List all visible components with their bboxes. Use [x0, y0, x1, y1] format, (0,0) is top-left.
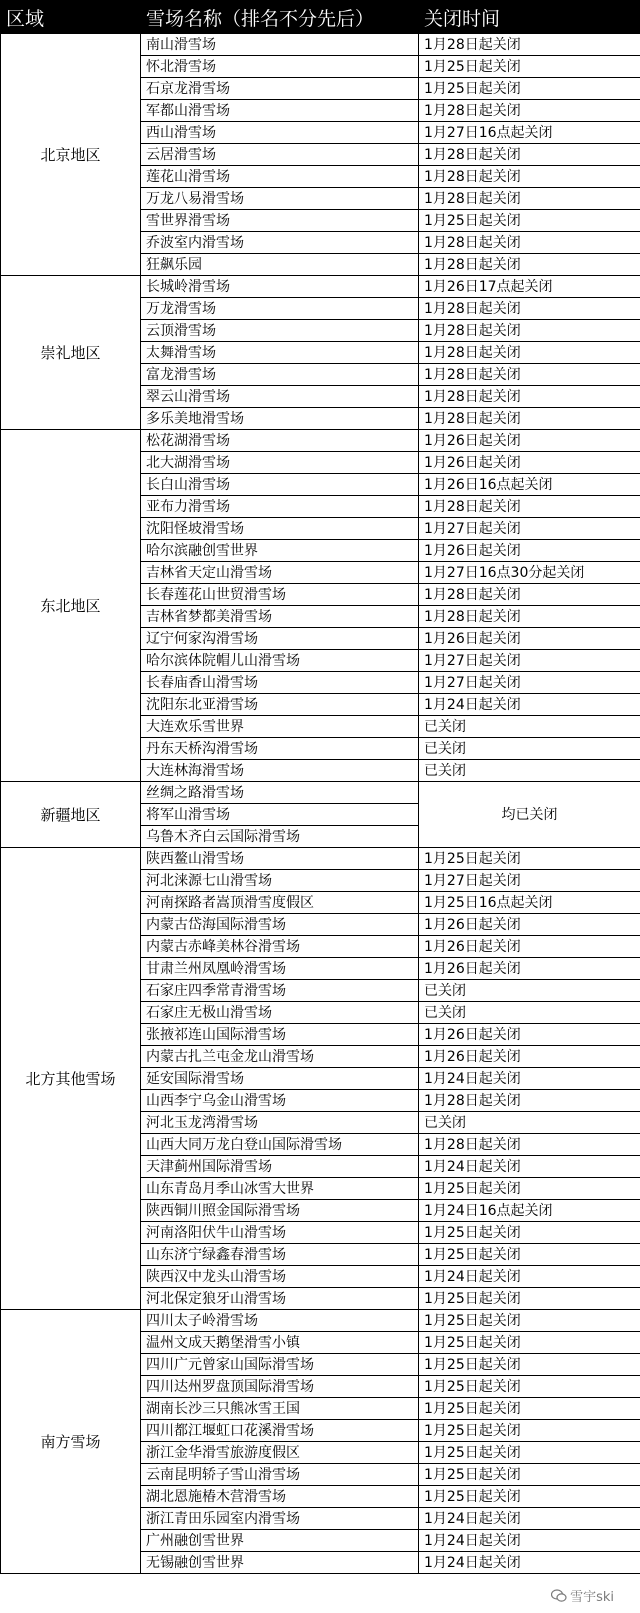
- resort-name-cell: 甘肃兰州凤凰岭滑雪场: [141, 958, 419, 980]
- closing-time-cell: 1月28日起关闭: [419, 386, 640, 408]
- watermark-text: 雪宇ski: [570, 1590, 614, 1605]
- closing-time-cell: 1月27日16点起关闭: [419, 122, 640, 144]
- closing-time-cell: 1月28日起关闭: [419, 254, 640, 276]
- resort-name-cell: 哈尔滨融创雪世界: [141, 540, 419, 562]
- resort-name-cell: 内蒙古岱海国际滑雪场: [141, 914, 419, 936]
- closing-time-cell: 1月25日起关闭: [419, 1354, 640, 1376]
- closing-time-cell: 1月27日起关闭: [419, 870, 640, 892]
- closing-time-cell: 1月28日起关闭: [419, 188, 640, 210]
- resort-name-cell: 吉林省梦都美滑雪场: [141, 606, 419, 628]
- closing-time-cell: 1月28日起关闭: [419, 34, 640, 56]
- closing-time-cell: 1月25日起关闭: [419, 1310, 640, 1332]
- closing-time-cell: 1月26日起关闭: [419, 936, 640, 958]
- table-row: [1, 276, 640, 298]
- resort-name-cell: 浙江金华滑雪旅游度假区: [141, 1442, 419, 1464]
- closing-time-cell: 1月25日起关闭: [419, 1222, 640, 1244]
- table-row: [1, 782, 640, 804]
- resort-name-cell: 怀北滑雪场: [141, 56, 419, 78]
- resort-name-cell: 湖北恩施椿木营滑雪场: [141, 1486, 419, 1508]
- closing-time-cell: 1月25日起关闭: [419, 1420, 640, 1442]
- header-closing-time: 关闭时间: [419, 1, 640, 34]
- resort-name-cell: 将军山滑雪场: [141, 804, 419, 826]
- resort-name-cell: 长春莲花山世贸滑雪场: [141, 584, 419, 606]
- resort-name-cell: 北大湖滑雪场: [141, 452, 419, 474]
- resort-name-cell: 万龙滑雪场: [141, 298, 419, 320]
- header-row: [1, 1, 640, 34]
- resort-name-cell: 河南探路者嵩顶滑雪度假区: [141, 892, 419, 914]
- closing-time-cell: 1月28日起关闭: [419, 606, 640, 628]
- closing-time-cell: 1月26日起关闭: [419, 628, 640, 650]
- closing-time-cell: 1月28日起关闭: [419, 1090, 640, 1112]
- region-cell: 崇礼地区: [1, 276, 141, 430]
- resort-name-cell: 南山滑雪场: [141, 34, 419, 56]
- resort-name-cell: 云居滑雪场: [141, 144, 419, 166]
- resort-name-cell: 山西李宁乌金山滑雪场: [141, 1090, 419, 1112]
- closing-time-cell: 已关闭: [419, 1002, 640, 1024]
- resort-name-cell: 长城岭滑雪场: [141, 276, 419, 298]
- resort-name-cell: 云南昆明轿子雪山滑雪场: [141, 1464, 419, 1486]
- region-cell: 北京地区: [1, 34, 141, 276]
- closing-time-cell: 1月24日起关闭: [419, 1068, 640, 1090]
- region-cell: 新疆地区: [1, 782, 141, 848]
- closing-time-cell: 1月25日起关闭: [419, 78, 640, 100]
- resort-name-cell: 松花湖滑雪场: [141, 430, 419, 452]
- closing-time-cell: 1月28日起关闭: [419, 166, 640, 188]
- closing-time-cell: 1月26日起关闭: [419, 1024, 640, 1046]
- resort-name-cell: 河北涞源七山滑雪场: [141, 870, 419, 892]
- resort-name-cell: 军都山滑雪场: [141, 100, 419, 122]
- resort-name-cell: 长春庙香山滑雪场: [141, 672, 419, 694]
- closing-time-cell: 1月25日起关闭: [419, 1398, 640, 1420]
- wechat-icon: [551, 1589, 567, 1603]
- resort-name-cell: 山东青岛月季山冰雪大世界: [141, 1178, 419, 1200]
- header-region: 区域: [1, 1, 141, 34]
- resort-name-cell: 西山滑雪场: [141, 122, 419, 144]
- closing-time-cell: 1月26日16点起关闭: [419, 474, 640, 496]
- closing-time-cell: 1月28日起关闭: [419, 584, 640, 606]
- closing-time-cell: 1月25日起关闭: [419, 210, 640, 232]
- closing-time-cell: 1月25日起关闭: [419, 1464, 640, 1486]
- resort-name-cell: 四川太子岭滑雪场: [141, 1310, 419, 1332]
- resort-name-cell: 丹东天桥沟滑雪场: [141, 738, 419, 760]
- closing-time-cell: 1月26日起关闭: [419, 452, 640, 474]
- resort-name-cell: 乔波室内滑雪场: [141, 232, 419, 254]
- closing-time-cell: 1月24日起关闭: [419, 1156, 640, 1178]
- resort-name-cell: 张掖祁连山国际滑雪场: [141, 1024, 419, 1046]
- closing-time-cell: 1月27日16点30分起关闭: [419, 562, 640, 584]
- table-row: [1, 34, 640, 56]
- resort-name-cell: 大连欢乐雪世界: [141, 716, 419, 738]
- resort-name-cell: 雪世界滑雪场: [141, 210, 419, 232]
- resort-name-cell: 无锡融创雪世界: [141, 1552, 419, 1574]
- resort-name-cell: 太舞滑雪场: [141, 342, 419, 364]
- closing-time-cell: 1月24日起关闭: [419, 1508, 640, 1530]
- closing-time-cell: 1月28日起关闭: [419, 232, 640, 254]
- resort-name-cell: 温州文成天鹅堡滑雪小镇: [141, 1332, 419, 1354]
- resort-name-cell: 丝绸之路滑雪场: [141, 782, 419, 804]
- watermark: [551, 1586, 614, 1605]
- resort-name-cell: 沈阳怪坡滑雪场: [141, 518, 419, 540]
- resort-name-cell: 河北保定狼牙山滑雪场: [141, 1288, 419, 1310]
- closing-time-cell: 1月25日起关闭: [419, 848, 640, 870]
- closing-time-cell: 1月25日起关闭: [419, 1288, 640, 1310]
- closing-time-cell: 1月27日起关闭: [419, 672, 640, 694]
- resort-name-cell: 辽宁何家沟滑雪场: [141, 628, 419, 650]
- closing-time-cell: 1月25日起关闭: [419, 1244, 640, 1266]
- closing-time-cell: 已关闭: [419, 738, 640, 760]
- resort-name-cell: 河南洛阳伏牛山滑雪场: [141, 1222, 419, 1244]
- closing-time-cell: 1月25日起关闭: [419, 1486, 640, 1508]
- closing-time-cell: 1月25日16点起关闭: [419, 892, 640, 914]
- resort-name-cell: 河北玉龙湾滑雪场: [141, 1112, 419, 1134]
- table-row: [1, 848, 640, 870]
- resort-name-cell: 亚布力滑雪场: [141, 496, 419, 518]
- resort-name-cell: 万龙八易滑雪场: [141, 188, 419, 210]
- resort-name-cell: 广州融创雪世界: [141, 1530, 419, 1552]
- closing-time-cell: 1月26日起关闭: [419, 1046, 640, 1068]
- closing-time-cell: 1月28日起关闭: [419, 298, 640, 320]
- closing-time-cell: 已关闭: [419, 716, 640, 738]
- closing-time-cell: 1月24日起关闭: [419, 1530, 640, 1552]
- closing-time-cell: 1月24日16点起关闭: [419, 1200, 640, 1222]
- resort-name-cell: 吉林省天定山滑雪场: [141, 562, 419, 584]
- resort-name-cell: 湖南长沙三只熊冰雪王国: [141, 1398, 419, 1420]
- resort-name-cell: 四川都江堰虹口花溪滑雪场: [141, 1420, 419, 1442]
- region-cell: 北方其他雪场: [1, 848, 141, 1310]
- closing-time-cell: 1月27日起关闭: [419, 650, 640, 672]
- closing-time-cell: 1月28日起关闭: [419, 342, 640, 364]
- closing-time-cell: 1月28日起关闭: [419, 144, 640, 166]
- closing-time-cell: 1月27日起关闭: [419, 518, 640, 540]
- closing-time-cell: 1月24日起关闭: [419, 694, 640, 716]
- closing-time-cell: 1月25日起关闭: [419, 1442, 640, 1464]
- resort-name-cell: 多乐美地滑雪场: [141, 408, 419, 430]
- resort-name-cell: 陕西汉中龙头山滑雪场: [141, 1266, 419, 1288]
- closing-time-cell: 1月26日17点起关闭: [419, 276, 640, 298]
- resort-name-cell: 四川达州罗盘顶国际滑雪场: [141, 1376, 419, 1398]
- closing-time-cell: 已关闭: [419, 760, 640, 782]
- closing-time-cell: 1月26日起关闭: [419, 540, 640, 562]
- closing-time-cell: 1月25日起关闭: [419, 1332, 640, 1354]
- closing-time-cell: 已关闭: [419, 1112, 640, 1134]
- resort-name-cell: 内蒙古赤峰美林谷滑雪场: [141, 936, 419, 958]
- closing-time-cell: 1月25日起关闭: [419, 1376, 640, 1398]
- resort-name-cell: 沈阳东北亚滑雪场: [141, 694, 419, 716]
- resort-name-cell: 陕西鳌山滑雪场: [141, 848, 419, 870]
- closing-time-cell: 1月28日起关闭: [419, 320, 640, 342]
- closing-time-cell: 1月24日起关闭: [419, 1552, 640, 1574]
- resort-name-cell: 石家庄无极山滑雪场: [141, 1002, 419, 1024]
- resort-name-cell: 莲花山滑雪场: [141, 166, 419, 188]
- closing-time-cell: 1月28日起关闭: [419, 1134, 640, 1156]
- closing-time-cell: 已关闭: [419, 980, 640, 1002]
- resort-name-cell: 山东济宁绿鑫春滑雪场: [141, 1244, 419, 1266]
- resort-name-cell: 石京龙滑雪场: [141, 78, 419, 100]
- region-cell: 南方雪场: [1, 1310, 141, 1574]
- resort-name-cell: 天津蓟州国际滑雪场: [141, 1156, 419, 1178]
- closing-time-cell: 1月26日起关闭: [419, 958, 640, 980]
- resort-name-cell: 哈尔滨体院帽儿山滑雪场: [141, 650, 419, 672]
- resort-name-cell: 乌鲁木齐白云国际滑雪场: [141, 826, 419, 848]
- closing-time-merged-cell: 均已关闭: [419, 782, 640, 848]
- resort-name-cell: 内蒙古扎兰屯金龙山滑雪场: [141, 1046, 419, 1068]
- table-row: [1, 1310, 640, 1332]
- header-resort-name: 雪场名称（排名不分先后）: [141, 1, 419, 34]
- closing-time-cell: 1月28日起关闭: [419, 364, 640, 386]
- resort-name-cell: 翠云山滑雪场: [141, 386, 419, 408]
- closing-time-cell: 1月28日起关闭: [419, 408, 640, 430]
- resort-name-cell: 狂飙乐园: [141, 254, 419, 276]
- resort-name-cell: 石家庄四季常青滑雪场: [141, 980, 419, 1002]
- closing-time-cell: 1月26日起关闭: [419, 914, 640, 936]
- resort-name-cell: 延安国际滑雪场: [141, 1068, 419, 1090]
- resort-name-cell: 大连林海滑雪场: [141, 760, 419, 782]
- resort-name-cell: 四川广元曾家山国际滑雪场: [141, 1354, 419, 1376]
- resort-name-cell: 云顶滑雪场: [141, 320, 419, 342]
- resort-name-cell: 陕西铜川照金国际滑雪场: [141, 1200, 419, 1222]
- closing-time-cell: 1月28日起关闭: [419, 100, 640, 122]
- resort-name-cell: 长白山滑雪场: [141, 474, 419, 496]
- resort-name-cell: 富龙滑雪场: [141, 364, 419, 386]
- region-cell: 东北地区: [1, 430, 141, 782]
- closing-time-cell: 1月28日起关闭: [419, 496, 640, 518]
- resort-name-cell: 浙江青田乐园室内滑雪场: [141, 1508, 419, 1530]
- closing-time-cell: 1月24日起关闭: [419, 1266, 640, 1288]
- resort-name-cell: 山西大同万龙白登山国际滑雪场: [141, 1134, 419, 1156]
- table-row: [1, 430, 640, 452]
- closing-time-cell: 1月25日起关闭: [419, 1178, 640, 1200]
- closing-time-cell: 1月25日起关闭: [419, 56, 640, 78]
- closing-time-cell: 1月26日起关闭: [419, 430, 640, 452]
